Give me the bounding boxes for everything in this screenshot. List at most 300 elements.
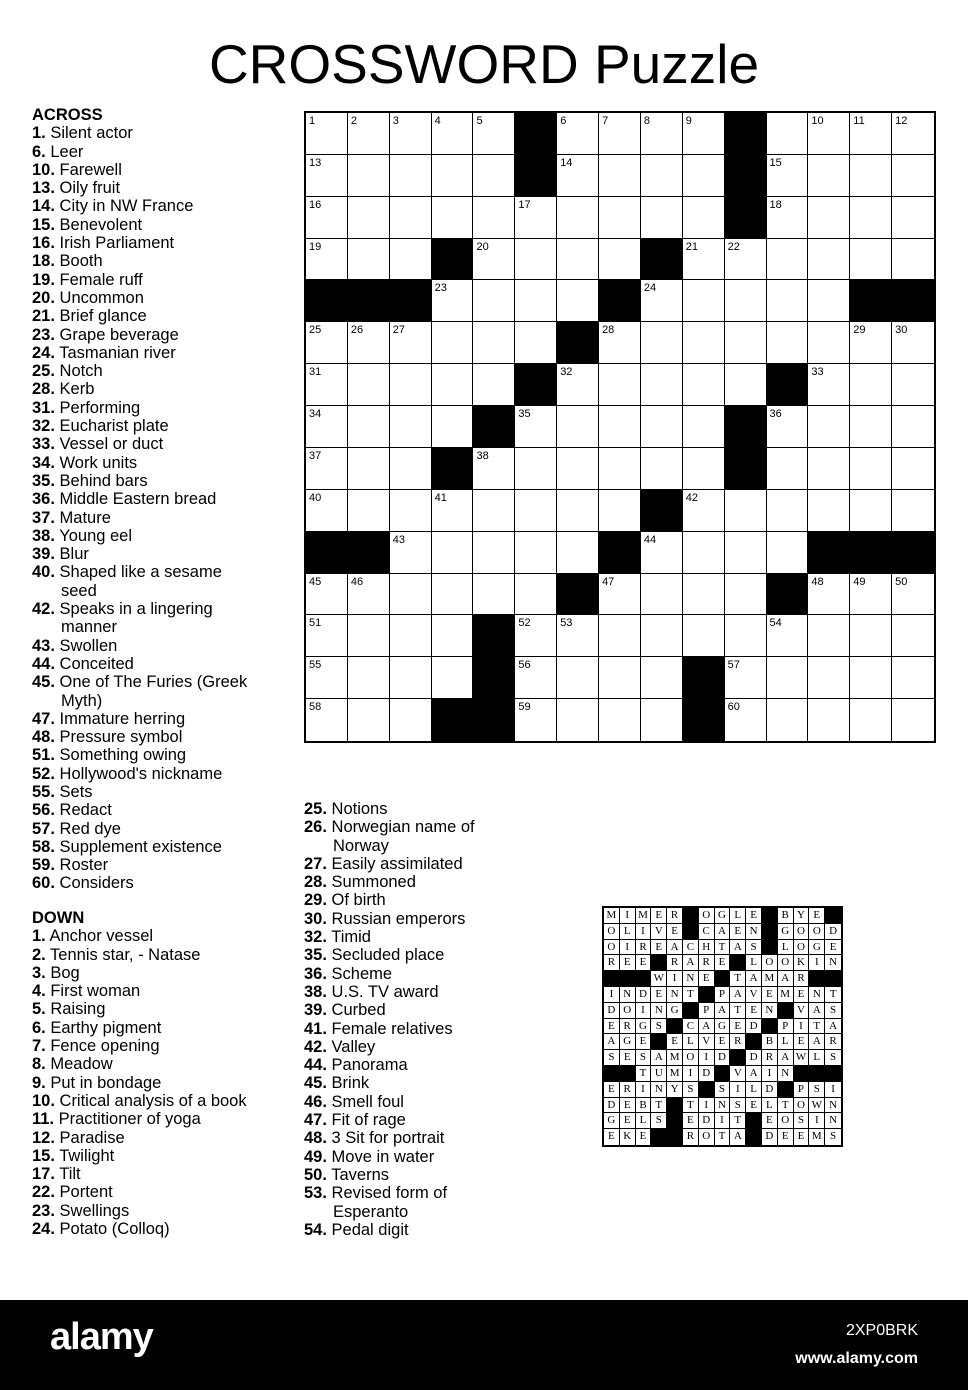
grid-cell[interactable]	[432, 657, 474, 699]
grid-cell[interactable]	[515, 699, 557, 741]
clue-item	[32, 216, 252, 234]
grid-cell[interactable]	[473, 113, 515, 155]
grid-cell[interactable]	[725, 615, 767, 657]
solution-letter: S	[746, 940, 762, 956]
clue-text: Valley	[326, 1037, 376, 1056]
solution-letter: I	[794, 1019, 810, 1035]
clue-text: Tilt	[54, 1165, 81, 1184]
grid-cell[interactable]	[390, 574, 432, 616]
grid-cell[interactable]	[306, 364, 348, 406]
solution-letter: E	[794, 1129, 810, 1145]
solution-letter: I	[636, 1082, 652, 1098]
grid-cell[interactable]	[808, 113, 850, 155]
grid-cell[interactable]	[557, 364, 599, 406]
grid-cell[interactable]	[599, 322, 641, 364]
clue-number: 12.	[32, 1128, 55, 1147]
grid-cell[interactable]	[473, 448, 515, 490]
clue-item	[32, 179, 252, 197]
grid-cell[interactable]	[767, 699, 809, 741]
solution-black-square	[730, 1050, 746, 1066]
clue-item	[304, 873, 504, 891]
grid-cell[interactable]	[808, 239, 850, 281]
grid-cell[interactable]	[557, 657, 599, 699]
grid-cell[interactable]	[767, 406, 809, 448]
solution-black-square	[825, 1066, 841, 1082]
solution-black-square	[620, 1066, 636, 1082]
clue-text: Earthy pigment	[45, 1018, 162, 1037]
grid-cell[interactable]	[683, 406, 725, 448]
grid-cell[interactable]	[557, 532, 599, 574]
grid-cell[interactable]	[432, 364, 474, 406]
clue-text: Portent	[54, 1183, 113, 1202]
solution-black-square	[651, 1034, 667, 1050]
grid-cell[interactable]	[767, 532, 809, 574]
solution-letter: D	[762, 1129, 778, 1145]
solution-letter: N	[746, 924, 762, 940]
clue-number: 21.	[32, 307, 55, 326]
grid-cell[interactable]	[892, 197, 934, 239]
solution-letter: A	[667, 940, 683, 956]
clue-item	[32, 673, 252, 710]
black-square	[390, 280, 432, 322]
grid-cell[interactable]	[390, 364, 432, 406]
grid-cell[interactable]	[348, 448, 390, 490]
clue-number-label: 33	[811, 366, 824, 379]
grid-cell[interactable]	[515, 406, 557, 448]
grid-cell[interactable]	[557, 197, 599, 239]
grid-cell[interactable]	[892, 239, 934, 281]
black-square	[725, 406, 767, 448]
grid-cell[interactable]	[432, 490, 474, 532]
clue-text: Paradise	[54, 1128, 125, 1147]
clue-number: 11.	[32, 1110, 55, 1129]
grid-cell[interactable]	[892, 574, 934, 616]
grid-cell[interactable]	[850, 239, 892, 281]
grid-cell[interactable]	[432, 155, 474, 197]
grid-cell[interactable]	[306, 113, 348, 155]
grid-cell[interactable]	[306, 615, 348, 657]
clue-number: 47.	[304, 1111, 327, 1130]
grid-cell[interactable]	[599, 113, 641, 155]
grid-cell[interactable]	[767, 322, 809, 364]
grid-cell[interactable]	[683, 532, 725, 574]
grid-cell[interactable]	[390, 490, 432, 532]
clue-number: 23.	[32, 1201, 55, 1220]
grid-cell[interactable]	[473, 532, 515, 574]
grid-cell[interactable]	[725, 364, 767, 406]
solution-letter: L	[778, 1034, 794, 1050]
grid-cell[interactable]	[641, 615, 683, 657]
clue-item	[304, 818, 504, 855]
clue-item	[32, 1055, 252, 1073]
grid-cell[interactable]	[850, 364, 892, 406]
grid-cell[interactable]	[390, 532, 432, 574]
grid-cell[interactable]	[641, 197, 683, 239]
solution-black-square	[809, 1066, 825, 1082]
clue-number: 53.	[304, 1184, 327, 1203]
grid-cell[interactable]	[348, 322, 390, 364]
clue-item	[32, 1074, 252, 1092]
solution-letter: O	[794, 940, 810, 956]
grid-cell[interactable]	[725, 490, 767, 532]
solution-black-square	[762, 924, 778, 940]
grid-cell[interactable]	[599, 615, 641, 657]
grid-cell[interactable]	[850, 699, 892, 741]
grid-cell[interactable]	[306, 490, 348, 532]
grid-cell[interactable]	[306, 197, 348, 239]
grid-cell[interactable]	[348, 615, 390, 657]
solution-letter: L	[620, 924, 636, 940]
clue-text: Uncommon	[54, 288, 144, 307]
clue-number: 7.	[32, 1037, 46, 1056]
grid-cell[interactable]	[348, 364, 390, 406]
solution-letter: B	[636, 1098, 652, 1114]
grid-cell[interactable]	[473, 239, 515, 281]
clue-text: Supplement existence	[54, 837, 222, 856]
grid-cell[interactable]	[850, 197, 892, 239]
grid-cell[interactable]	[767, 490, 809, 532]
grid-cell[interactable]	[473, 322, 515, 364]
grid-cell[interactable]	[725, 657, 767, 699]
clue-item	[32, 728, 252, 746]
grid-cell[interactable]	[641, 280, 683, 322]
clue-number-label: 16	[309, 198, 322, 211]
clue-text: First woman	[45, 982, 141, 1001]
grid-cell[interactable]	[473, 197, 515, 239]
grid-cell[interactable]	[683, 574, 725, 616]
grid-cell[interactable]	[348, 113, 390, 155]
clue-number-label: 14	[560, 156, 573, 169]
grid-cell[interactable]	[850, 657, 892, 699]
solution-letter: T	[683, 987, 699, 1003]
grid-cell[interactable]	[390, 448, 432, 490]
grid-cell[interactable]	[850, 406, 892, 448]
grid-cell[interactable]	[683, 280, 725, 322]
grid-cell[interactable]	[683, 364, 725, 406]
black-square	[473, 406, 515, 448]
clue-text: Twilight	[54, 1146, 115, 1165]
clue-item	[304, 1038, 504, 1056]
grid-cell[interactable]	[808, 490, 850, 532]
clue-text: 3 Sit for portrait	[326, 1129, 445, 1148]
grid-cell[interactable]	[432, 113, 474, 155]
clue-number-label: 22	[727, 240, 740, 253]
black-square	[432, 448, 474, 490]
grid-cell[interactable]	[432, 197, 474, 239]
grid-cell[interactable]	[808, 615, 850, 657]
grid-cell[interactable]	[390, 406, 432, 448]
grid-cell[interactable]	[306, 657, 348, 699]
grid-cell[interactable]	[850, 155, 892, 197]
grid-cell[interactable]	[850, 574, 892, 616]
grid-cell[interactable]	[515, 615, 557, 657]
black-square	[850, 280, 892, 322]
grid-cell[interactable]	[473, 280, 515, 322]
solution-letter: N	[667, 987, 683, 1003]
grid-cell[interactable]	[515, 197, 557, 239]
grid-cell[interactable]	[557, 699, 599, 741]
solution-letter: V	[730, 1066, 746, 1082]
grid-cell[interactable]	[390, 197, 432, 239]
grid-cell[interactable]	[348, 155, 390, 197]
clue-number-label: 25	[309, 324, 322, 337]
grid-cell[interactable]	[599, 406, 641, 448]
clue-text: Hollywood's nickname	[54, 764, 223, 783]
clue-item	[32, 746, 252, 764]
grid-cell[interactable]	[683, 197, 725, 239]
clue-text: Norwegian name of Norway	[326, 818, 475, 855]
solution-letter: G	[715, 908, 731, 924]
grid-cell[interactable]	[599, 448, 641, 490]
grid-cell[interactable]	[306, 406, 348, 448]
grid-cell[interactable]	[767, 113, 809, 155]
solution-letter: T	[809, 1019, 825, 1035]
clue-item	[32, 1037, 252, 1055]
grid-cell[interactable]	[808, 197, 850, 239]
grid-cell[interactable]	[850, 113, 892, 155]
solution-letter: R	[620, 1082, 636, 1098]
grid-cell[interactable]	[432, 322, 474, 364]
grid-cell[interactable]	[599, 490, 641, 532]
clue-number: 28.	[32, 380, 55, 399]
grid-cell[interactable]	[306, 448, 348, 490]
solution-black-square	[825, 908, 841, 924]
grid-cell[interactable]	[850, 322, 892, 364]
grid-cell[interactable]	[808, 574, 850, 616]
grid-cell[interactable]	[432, 574, 474, 616]
grid-cell[interactable]	[683, 239, 725, 281]
grid-cell[interactable]	[473, 490, 515, 532]
grid-cell[interactable]	[892, 699, 934, 741]
grid-cell[interactable]	[557, 239, 599, 281]
solution-letter: T	[636, 1066, 652, 1082]
grid-cell[interactable]	[557, 448, 599, 490]
grid-cell[interactable]	[473, 574, 515, 616]
solution-letter: E	[651, 987, 667, 1003]
clue-text: Shaped like a sesame seed	[54, 563, 222, 600]
grid-cell[interactable]	[599, 364, 641, 406]
solution-letter: D	[604, 1098, 620, 1114]
clue-item	[304, 946, 504, 964]
grid-cell[interactable]	[306, 155, 348, 197]
grid-cell[interactable]	[850, 490, 892, 532]
grid-cell[interactable]	[892, 155, 934, 197]
grid-cell[interactable]	[432, 280, 474, 322]
clue-item	[32, 838, 252, 856]
grid-cell[interactable]	[348, 197, 390, 239]
clue-number-label: 7	[602, 115, 609, 127]
grid-cell[interactable]	[557, 490, 599, 532]
grid-cell[interactable]	[892, 364, 934, 406]
grid-cell[interactable]	[641, 532, 683, 574]
grid-cell[interactable]	[808, 280, 850, 322]
grid-cell[interactable]	[683, 113, 725, 155]
grid-cell[interactable]	[892, 448, 934, 490]
grid-cell[interactable]	[725, 239, 767, 281]
clue-text: Benevolent	[54, 215, 143, 234]
grid-cell[interactable]	[892, 615, 934, 657]
solution-letter: S	[825, 1050, 841, 1066]
grid-cell[interactable]	[306, 239, 348, 281]
across-clues	[32, 106, 252, 893]
grid-cell[interactable]	[767, 155, 809, 197]
clue-item	[32, 252, 252, 270]
solution-letter: E	[667, 1034, 683, 1050]
solution-letter: C	[683, 1019, 699, 1035]
grid-cell[interactable]	[641, 406, 683, 448]
grid-cell[interactable]	[725, 280, 767, 322]
clue-item	[304, 928, 504, 946]
grid-cell[interactable]	[850, 615, 892, 657]
grid-cell[interactable]	[599, 657, 641, 699]
grid-cell[interactable]	[850, 448, 892, 490]
grid-cell[interactable]	[892, 322, 934, 364]
grid-cell[interactable]	[348, 490, 390, 532]
grid-cell[interactable]	[641, 699, 683, 741]
grid-cell[interactable]	[767, 239, 809, 281]
grid-cell[interactable]	[641, 113, 683, 155]
grid-cell[interactable]	[767, 657, 809, 699]
grid-cell[interactable]	[515, 280, 557, 322]
grid-cell[interactable]	[641, 448, 683, 490]
grid-cell[interactable]	[641, 574, 683, 616]
grid-cell[interactable]	[432, 615, 474, 657]
clue-number: 13.	[32, 179, 55, 198]
solution-letter: D	[746, 1019, 762, 1035]
grid-cell[interactable]	[515, 448, 557, 490]
solution-letter: L	[778, 940, 794, 956]
grid-cell[interactable]	[557, 615, 599, 657]
clue-number-label: 58	[309, 701, 322, 714]
grid-cell[interactable]	[348, 239, 390, 281]
grid-cell[interactable]	[515, 657, 557, 699]
grid-cell[interactable]	[808, 364, 850, 406]
grid-cell[interactable]	[473, 155, 515, 197]
grid-cell[interactable]	[808, 657, 850, 699]
grid-cell[interactable]	[641, 657, 683, 699]
solution-black-square	[651, 955, 667, 971]
solution-black-square	[762, 940, 778, 956]
grid-cell[interactable]	[599, 239, 641, 281]
grid-cell[interactable]	[390, 113, 432, 155]
grid-cell[interactable]	[767, 615, 809, 657]
grid-cell[interactable]	[557, 155, 599, 197]
grid-cell[interactable]	[557, 113, 599, 155]
solution-letter: O	[604, 924, 620, 940]
solution-letter: A	[715, 1003, 731, 1019]
grid-cell[interactable]	[348, 699, 390, 741]
clue-number-label: 23	[434, 282, 447, 295]
grid-cell[interactable]	[767, 448, 809, 490]
solution-letter: V	[746, 987, 762, 1003]
clue-text: Fence opening	[45, 1037, 160, 1056]
grid-cell[interactable]	[473, 364, 515, 406]
grid-cell[interactable]	[390, 699, 432, 741]
grid-cell[interactable]	[683, 155, 725, 197]
grid-cell[interactable]	[348, 574, 390, 616]
grid-cell[interactable]	[432, 532, 474, 574]
grid-cell[interactable]	[557, 406, 599, 448]
grid-cell[interactable]	[725, 699, 767, 741]
clue-number-label: 44	[643, 533, 657, 546]
solution-black-square	[715, 971, 731, 987]
grid-cell[interactable]	[683, 322, 725, 364]
grid-cell[interactable]	[892, 657, 934, 699]
grid-cell[interactable]	[808, 322, 850, 364]
grid-cell[interactable]	[306, 574, 348, 616]
solution-letter: E	[651, 940, 667, 956]
clue-text: Female relatives	[326, 1019, 453, 1038]
grid-cell[interactable]	[515, 322, 557, 364]
grid-cell[interactable]	[892, 490, 934, 532]
clue-item	[32, 783, 252, 801]
grid-cell[interactable]	[515, 239, 557, 281]
grid-cell[interactable]	[515, 574, 557, 616]
grid-cell[interactable]	[808, 699, 850, 741]
grid-cell[interactable]	[808, 155, 850, 197]
grid-cell[interactable]	[390, 155, 432, 197]
clue-number-label: 21	[685, 240, 699, 253]
solution-black-square	[604, 971, 620, 987]
grid-cell[interactable]	[725, 532, 767, 574]
grid-cell[interactable]	[306, 699, 348, 741]
grid-cell[interactable]	[725, 574, 767, 616]
solution-letter: V	[651, 924, 667, 940]
black-square	[767, 364, 809, 406]
grid-cell[interactable]	[390, 322, 432, 364]
grid-cell[interactable]	[599, 574, 641, 616]
grid-cell[interactable]	[599, 197, 641, 239]
grid-cell[interactable]	[641, 364, 683, 406]
clue-item	[32, 710, 252, 728]
solution-black-square	[809, 971, 825, 987]
grid-cell[interactable]	[599, 155, 641, 197]
solution-letter: R	[604, 955, 620, 971]
grid-cell[interactable]	[390, 615, 432, 657]
grid-cell[interactable]	[683, 448, 725, 490]
grid-cell[interactable]	[348, 657, 390, 699]
black-square	[473, 615, 515, 657]
grid-cell[interactable]	[306, 322, 348, 364]
grid-cell[interactable]	[808, 448, 850, 490]
alamy-logo[interactable]: alamy	[50, 1316, 153, 1358]
grid-cell[interactable]	[808, 406, 850, 448]
grid-cell[interactable]	[683, 615, 725, 657]
grid-cell[interactable]	[683, 490, 725, 532]
grid-cell[interactable]	[767, 280, 809, 322]
grid-cell[interactable]	[599, 699, 641, 741]
clue-text: Swellings	[54, 1201, 130, 1220]
site-url[interactable]: www.alamy.com	[795, 1350, 918, 1367]
grid-cell[interactable]	[892, 113, 934, 155]
grid-cell[interactable]	[390, 657, 432, 699]
grid-cell[interactable]	[725, 322, 767, 364]
clue-number: 10.	[32, 1091, 55, 1110]
solution-letter: R	[762, 1050, 778, 1066]
grid-cell[interactable]	[432, 406, 474, 448]
grid-cell[interactable]	[515, 532, 557, 574]
grid-cell[interactable]	[557, 280, 599, 322]
grid-cell[interactable]	[892, 406, 934, 448]
grid-cell[interactable]	[390, 239, 432, 281]
clue-number: 46.	[304, 1092, 327, 1111]
grid-cell[interactable]	[348, 406, 390, 448]
grid-cell[interactable]	[641, 322, 683, 364]
grid-cell[interactable]	[767, 197, 809, 239]
solution-letter: R	[667, 908, 683, 924]
grid-cell[interactable]	[515, 490, 557, 532]
grid-cell[interactable]	[641, 155, 683, 197]
